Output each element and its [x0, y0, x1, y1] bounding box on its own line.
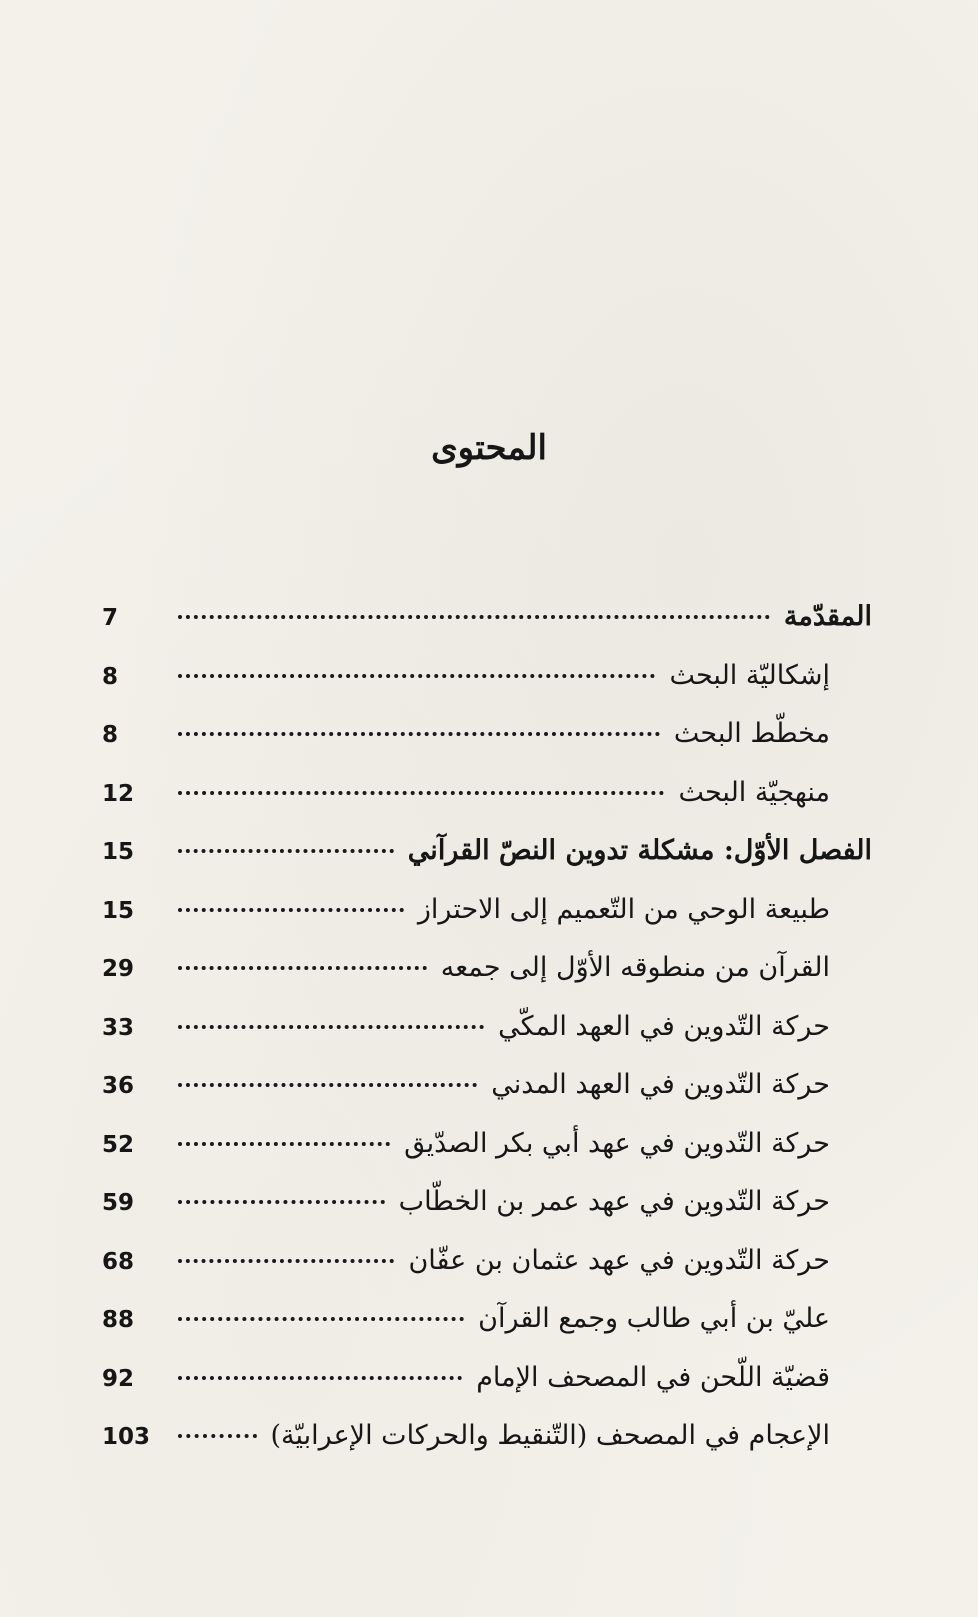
dot-leader: [178, 731, 660, 736]
toc-entry: [92, 705, 872, 764]
toc-entry-title: مخطّط البحث: [673, 718, 830, 749]
toc-entry-text-area: [178, 588, 872, 647]
toc-entry-text-area: [178, 1349, 872, 1408]
toc-page-number: 7: [102, 605, 119, 631]
toc-entry-text-area: [178, 1407, 872, 1466]
toc-entry-text-area: [178, 705, 872, 764]
dot-leader: [178, 614, 770, 619]
toc-entry-title: عليّ بن أبي طالب وجمع القرآن: [478, 1303, 830, 1334]
toc-entry: [92, 1173, 872, 1232]
toc-entry: [92, 1407, 872, 1466]
toc-page-number: 88: [102, 1307, 135, 1333]
dot-leader: [178, 1375, 462, 1380]
toc-entry: [92, 881, 872, 940]
dot-leader: [178, 1316, 464, 1321]
toc-entry-title: المقدّمة: [783, 601, 872, 632]
dot-leader: [178, 1258, 394, 1263]
toc-entry: [92, 1232, 872, 1291]
toc-page-number: 33: [102, 1014, 135, 1041]
toc-entry-text-area: [178, 881, 872, 940]
toc-entry-text-area: [178, 1115, 872, 1174]
toc-entry-text-area: [178, 1290, 872, 1349]
toc-entry: [92, 1349, 872, 1408]
toc-entry-title: حركة التّدوين في العهد المكّي: [498, 1010, 830, 1042]
toc-page-number: 36: [102, 1073, 135, 1099]
toc-entry-title: طبيعة الوحي من التّعميم إلى الاحتراز: [417, 893, 830, 925]
dot-leader: [178, 1199, 385, 1204]
dot-leader: [178, 1433, 257, 1438]
dot-leader: [178, 848, 394, 853]
toc-page-number: 59: [102, 1190, 135, 1216]
toc-entry-title: منهجيّة البحث: [678, 776, 830, 808]
toc-entry: [92, 998, 872, 1057]
toc-entry-title: قضيّة اللّحن في المصحف الإمام: [476, 1361, 830, 1393]
toc-entry: [92, 939, 872, 998]
toc-page-number: 15: [102, 897, 135, 924]
toc-page-number: 12: [102, 780, 135, 807]
dot-leader: [178, 673, 655, 678]
toc-entry: [92, 1056, 872, 1115]
toc-entry-title: حركة التّدوين في عهد أبي بكر الصدّيق: [404, 1127, 830, 1159]
toc-entry: [92, 588, 872, 647]
toc-entry-title: حركة التّدوين في عهد عمر بن الخطّاب: [398, 1186, 830, 1217]
toc-entry-text-area: [178, 764, 872, 823]
toc-entry: [92, 1115, 872, 1174]
toc-entry-title: القرآن من منطوقه الأوّل إلى جمعه: [440, 952, 830, 983]
toc-entry: [92, 764, 872, 823]
page-title: المحتوى: [431, 428, 547, 468]
toc-entry-text-area: [178, 1173, 872, 1232]
toc-page-number: 92: [102, 1365, 135, 1392]
toc-entry-text-area: [178, 998, 872, 1057]
dot-leader: [178, 1082, 477, 1087]
toc-entry-title: الفصل الأوّل: مشكلة تدوين النصّ القرآني: [407, 835, 872, 866]
toc-entry: [92, 647, 872, 706]
toc-page-number: 8: [102, 722, 119, 748]
toc-page-number: 68: [102, 1248, 135, 1275]
toc-entry-title: حركة التّدوين في العهد المدني: [491, 1069, 830, 1100]
toc-entry-title: الإعجام في المصحف (التّنقيط والحركات الإعرابيّة): [270, 1420, 830, 1451]
toc-page-number: 103: [102, 1424, 151, 1450]
dot-leader: [178, 1141, 390, 1146]
toc-entry-text-area: [178, 1232, 872, 1291]
toc-entry-text-area: [178, 1056, 872, 1115]
toc-entry: [92, 1290, 872, 1349]
toc-page-number: 15: [102, 839, 135, 865]
toc-entry-text-area: [178, 939, 872, 998]
toc-page-number: 29: [102, 956, 135, 982]
table-of-contents: [92, 588, 872, 1466]
toc-entry-title: حركة التّدوين في عهد عثمان بن عفّان: [408, 1244, 830, 1276]
dot-leader: [178, 907, 404, 912]
dot-leader: [178, 790, 664, 795]
toc-page-number: 52: [102, 1131, 135, 1158]
toc-entry-title: إشكاليّة البحث: [669, 659, 830, 691]
toc-entry-text-area: [178, 647, 872, 706]
toc-entry-text-area: [178, 822, 872, 881]
dot-leader: [178, 965, 427, 970]
dot-leader: [178, 1024, 484, 1029]
toc-entry: [92, 822, 872, 881]
toc-page-number: 8: [102, 663, 119, 690]
